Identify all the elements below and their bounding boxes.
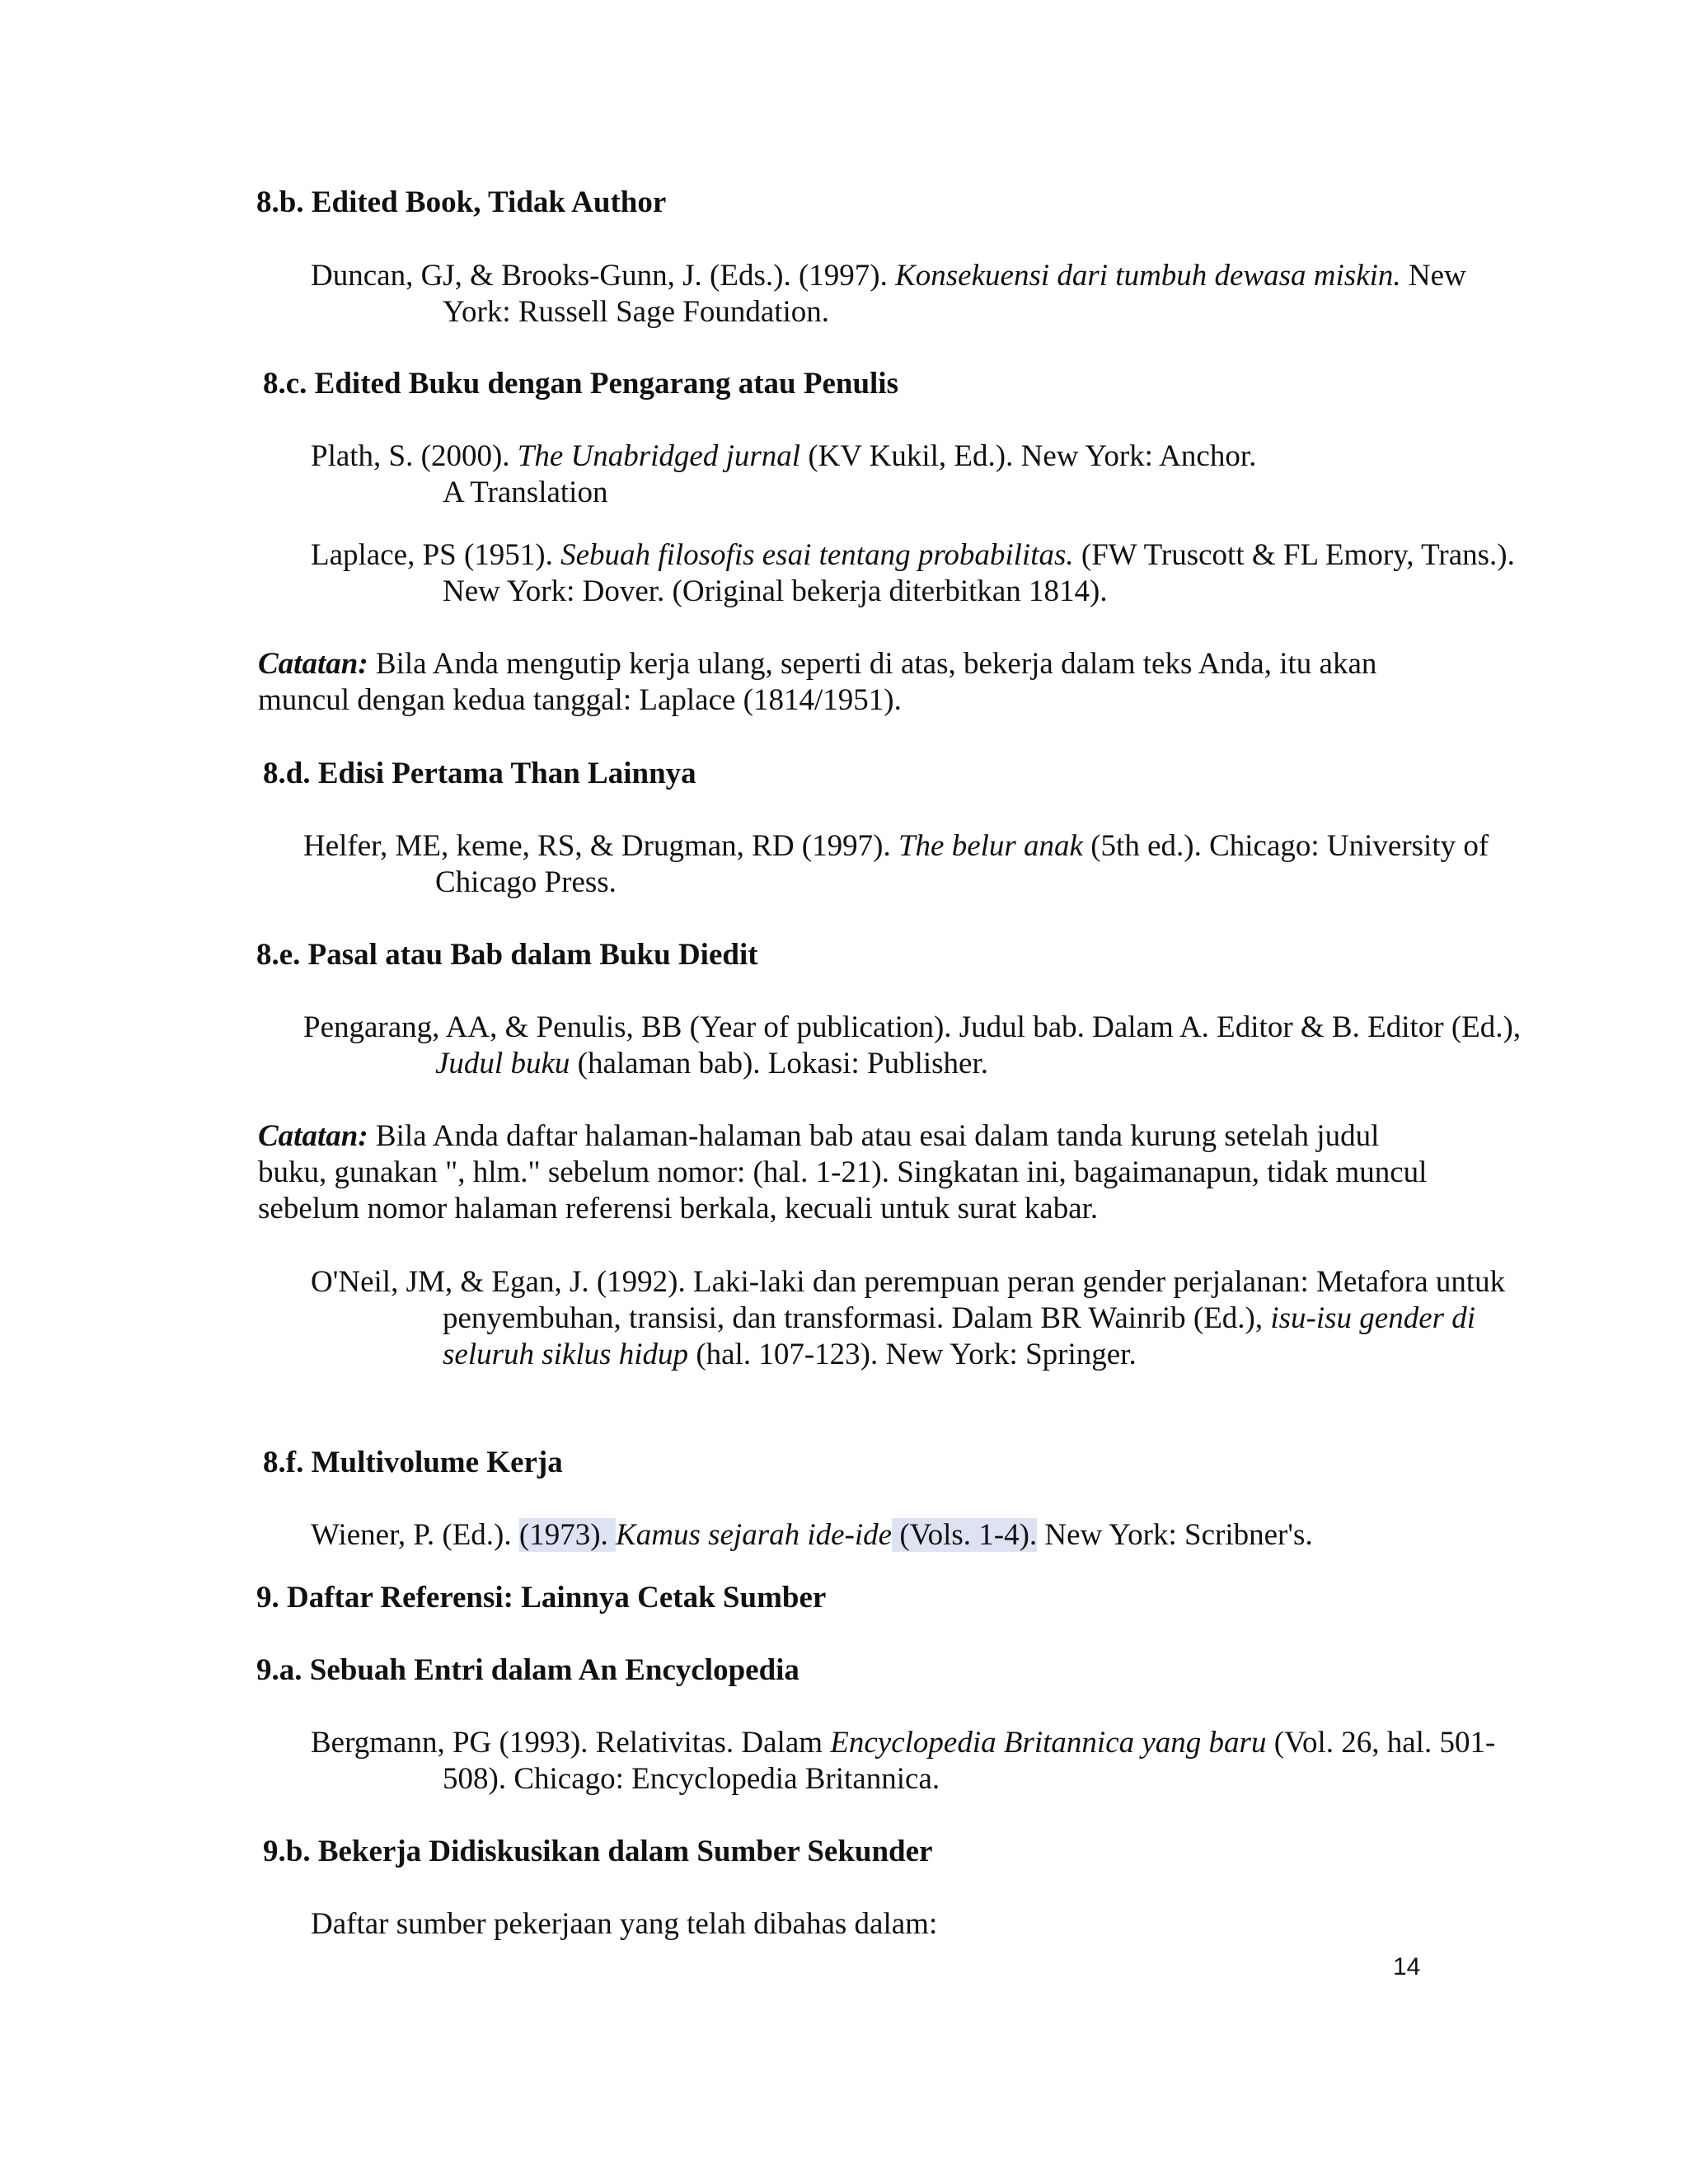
reference-text: O'Neil, JM, & Egan, J. (1992). Laki-laki dan perempuan peran gender perjalanan: Metafora untuk penyembuhan, transisi, dan transformasi. Dalam BR Wainrib (Ed.), bbox=[311, 1265, 1506, 1335]
page-number: 14 bbox=[1393, 1953, 1421, 1980]
reference-text: (hal. 107-123). New York: Springer. bbox=[688, 1338, 1137, 1371]
heading-8d: 8.d. Edisi Pertama Than Lainnya bbox=[263, 757, 696, 790]
highlighted-text: (Vols. 1-4). bbox=[892, 1518, 1038, 1552]
reference-text: Laplace, PS (1951). bbox=[311, 538, 561, 572]
reference-entry bbox=[311, 537, 1531, 610]
heading-8f: 8.f. Multivolume Kerja bbox=[263, 1446, 563, 1479]
heading-8c: 8.c. Edited Buku dengan Pengarang atau Penulis bbox=[263, 367, 898, 401]
reference-entry bbox=[311, 438, 1256, 475]
reference-title: Konsekuensi dari tumbuh dewasa miskin. bbox=[895, 259, 1401, 293]
highlighted-text: (1973). bbox=[518, 1518, 617, 1552]
heading-9: 9. Daftar Referensi: Lainnya Cetak Sumber bbox=[256, 1581, 827, 1615]
reference-text: (halaman bab). Lokasi: Publisher. bbox=[570, 1047, 988, 1080]
reference-title: isu-isu gender di seluruh siklus hidup bbox=[443, 1301, 1476, 1371]
reference-entry bbox=[311, 1264, 1531, 1373]
reference-title: The Unabridged jurnal bbox=[517, 439, 801, 473]
reference-continuation: A Translation bbox=[443, 476, 608, 509]
reference-title: The belur anak bbox=[898, 829, 1083, 863]
note-paragraph bbox=[258, 1118, 1428, 1227]
reference-text: Helfer, ME, keme, RS, & Drugman, RD (1997). bbox=[303, 829, 898, 863]
reference-title: Encyclopedia Britannica yang baru bbox=[830, 1726, 1267, 1760]
reference-title: Kamus sejarah ide-ide bbox=[616, 1518, 893, 1552]
reference-text: Plath, S. (2000). bbox=[311, 439, 518, 473]
reference-text: (FW Truscott & FL Emory, Trans.). New York: Dover. (Original bekerja diterbitkan 1814). bbox=[443, 538, 1515, 608]
reference-text: Pengarang, AA, & Penulis, BB (Year of publication). Judul bab. Dalam A. Editor & B. Editor (Ed.), bbox=[303, 1010, 1522, 1044]
note-text: Bila Anda daftar halaman-halaman bab atau esai dalam tanda kurung setelah judul buku, gunakan ", hlm." sebelum nomor: (hal. 1-21). Singkatan ini, bagaimanapun, tidak muncul sebelum nomor halaman referensi berkala, kecuali untuk surat kabar. bbox=[258, 1119, 1428, 1226]
note-label: Catatan: bbox=[258, 647, 368, 681]
heading-8e: 8.e. Pasal atau Bab dalam Buku Diedit bbox=[256, 938, 758, 972]
note-text: Bila Anda mengutip kerja ulang, seperti di atas, bekerja dalam teks Anda, itu akan muncul dengan kedua tanggal: Laplace (1814/1951). bbox=[258, 647, 1377, 717]
reference-entry bbox=[311, 1517, 1313, 1554]
heading-9b: 9.b. Bekerja Didiskusikan dalam Sumber Sekunder bbox=[263, 1835, 933, 1868]
reference-text: New York: Scribner's. bbox=[1037, 1518, 1313, 1552]
heading-8b: 8.b. Edited Book, Tidak Author bbox=[256, 185, 667, 219]
reference-entry bbox=[311, 258, 1514, 330]
reference-entry bbox=[311, 1725, 1531, 1797]
reference-text: (5th ed.). Chicago: University of Chicago Press. bbox=[435, 829, 1489, 899]
reference-title: Sebuah filosofis esai tentang probabilitas. bbox=[560, 538, 1074, 572]
reference-text: New York: Russell Sage Foundation. bbox=[443, 259, 1466, 329]
reference-title: Judul buku bbox=[435, 1047, 570, 1080]
reference-text: Bergmann, PG (1993). Relativitas. Dalam bbox=[311, 1726, 831, 1760]
reference-text: Duncan, GJ, & Brooks-Gunn, J. (Eds.). (1997). bbox=[311, 259, 896, 293]
reference-text: (KV Kukil, Ed.). New York: Anchor. bbox=[800, 439, 1257, 473]
reference-entry bbox=[303, 1010, 1544, 1082]
body-text: Daftar sumber pekerjaan yang telah dibahas dalam: bbox=[311, 1907, 938, 1941]
note-label: Catatan: bbox=[258, 1119, 368, 1153]
heading-9a: 9.a. Sebuah Entri dalam An Encyclopedia bbox=[256, 1653, 799, 1687]
reference-text: Wiener, P. (Ed.). bbox=[311, 1518, 519, 1552]
note-paragraph bbox=[258, 646, 1428, 719]
reference-entry bbox=[303, 828, 1531, 901]
reference-text: (Vol. 26, hal. 501-508). Chicago: Encyclopedia Britannica. bbox=[443, 1726, 1496, 1796]
